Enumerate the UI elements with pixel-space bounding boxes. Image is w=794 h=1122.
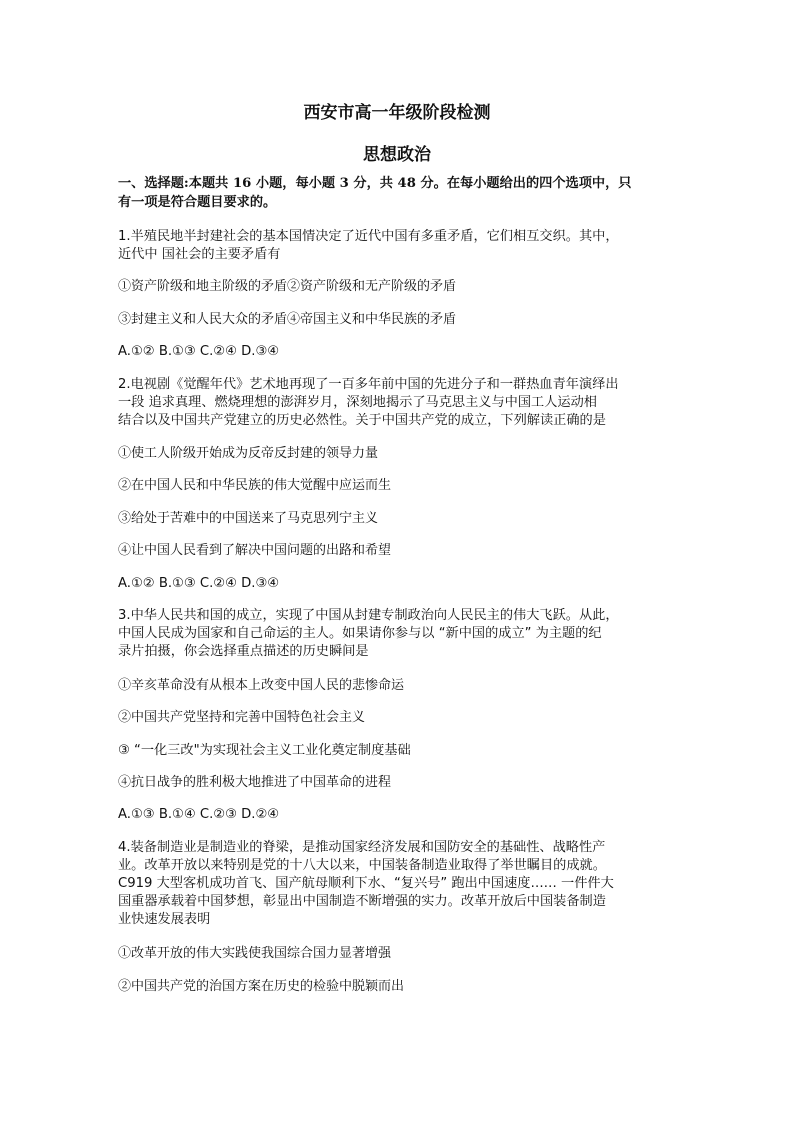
q1-item-1: ①资产阶级和地主阶级的矛盾②资产阶级和无产阶级的矛盾	[118, 279, 457, 294]
subject-title: 思想政治	[363, 145, 431, 165]
q2-stem-line-3: 结合以及中国共产党建立的历史必然性。关于中国共产党的成立，下列解读正确的是	[118, 413, 606, 428]
q4-stem-line-5: 业快速发展表明	[118, 912, 211, 927]
q4-stem-line-3: C919 大型客机成功首飞、国产航母顺利下水、“复兴号” 跑出中国速度…… 一件件大	[118, 876, 614, 891]
section-instructions-line-2: 有一项是符合题目要求的。	[118, 195, 277, 210]
q2-item-4: ④让中国人民看到了解决中国问题的出路和希望	[118, 543, 392, 558]
section-instructions-line-1: 一、选择题:本题共 16 小题，每小题 3 分，共 48 分。在每小题给出的四个选项中，只	[118, 176, 632, 191]
q1-options: A.①② B.①③ C.②④ D.③④	[118, 344, 280, 359]
q3-item-2: ②中国共产党坚持和完善中国特色社会主义	[118, 710, 366, 725]
q1-item-2: ③封建主义和人民大众的矛盾④帝国主义和中华民族的矛盾	[118, 312, 457, 327]
q1-stem-line-2: 近代中 国社会的主要矛盾有	[118, 247, 281, 262]
q2-stem-line-2: 一段 追求真理、燃烧理想的澎湃岁月，深刻地揭示了马克思主义与中国工人运动相	[118, 395, 597, 410]
q4-stem-line-1: 4.装备制造业是制造业的脊梁，是推动国家经济发展和国防安全的基础性、战略性产	[118, 840, 606, 855]
q2-item-1: ①使工人阶级开始成为反帝反封建的领导力量	[118, 446, 379, 461]
q2-options: A.①② B.①③ C.②④ D.③④	[118, 576, 280, 591]
q3-stem-line-2: 中国人民成为国家和自己命运的主人。如果请你参与以 “新中国的成立” 为主题的纪	[118, 626, 602, 641]
q3-item-4: ④抗日战争的胜利极大地推进了中国革命的进程	[118, 775, 392, 790]
q1-stem-line-1: 1.半殖民地半封建社会的基本国情决定了近代中国有多重矛盾，它们相互交织。其中，	[118, 229, 619, 244]
q3-options: A.①③ B.①④ C.②③ D.②④	[118, 807, 280, 822]
exam-title: 西安市高一年级阶段检测	[303, 103, 491, 123]
q3-item-1: ①辛亥革命没有从根本上改变中国人民的悲惨命运	[118, 678, 405, 693]
q2-stem-line-1: 2.电视剧《觉醒年代》艺术地再现了一百多年前中国的先进分子和一群热血青年演绎出	[118, 377, 619, 392]
q3-stem-line-1: 3.中华人民共和国的成立，实现了中国从封建专制政治向人民民主的伟大飞跃。从此，	[118, 608, 619, 623]
q4-stem-line-4: 国重器承载着中国梦想，彰显出中国制造不断增强的实力。改革开放后中国装备制造	[118, 894, 606, 909]
q3-item-3: ③ “一化三改"为实现社会主义工业化奠定制度基础	[118, 743, 411, 758]
q3-stem-line-3: 录片拍摄，你会选择重点描述的历史瞬间是	[118, 644, 369, 659]
q2-item-2: ②在中国人民和中华民族的伟大觉醒中应运而生	[118, 478, 392, 493]
q2-item-3: ③给处于苦难中的中国送来了马克思列宁主义	[118, 511, 379, 526]
q4-item-1: ①改革开放的伟大实践使我国综合国力显著增强	[118, 946, 392, 961]
q4-stem-line-2: 业。改革开放以来特别是党的十八大以来，中国装备制造业取得了举世瞩目的成就。	[118, 858, 606, 873]
q4-item-2: ②中国共产党的治国方案在历史的检验中脱颖而出	[118, 979, 405, 994]
